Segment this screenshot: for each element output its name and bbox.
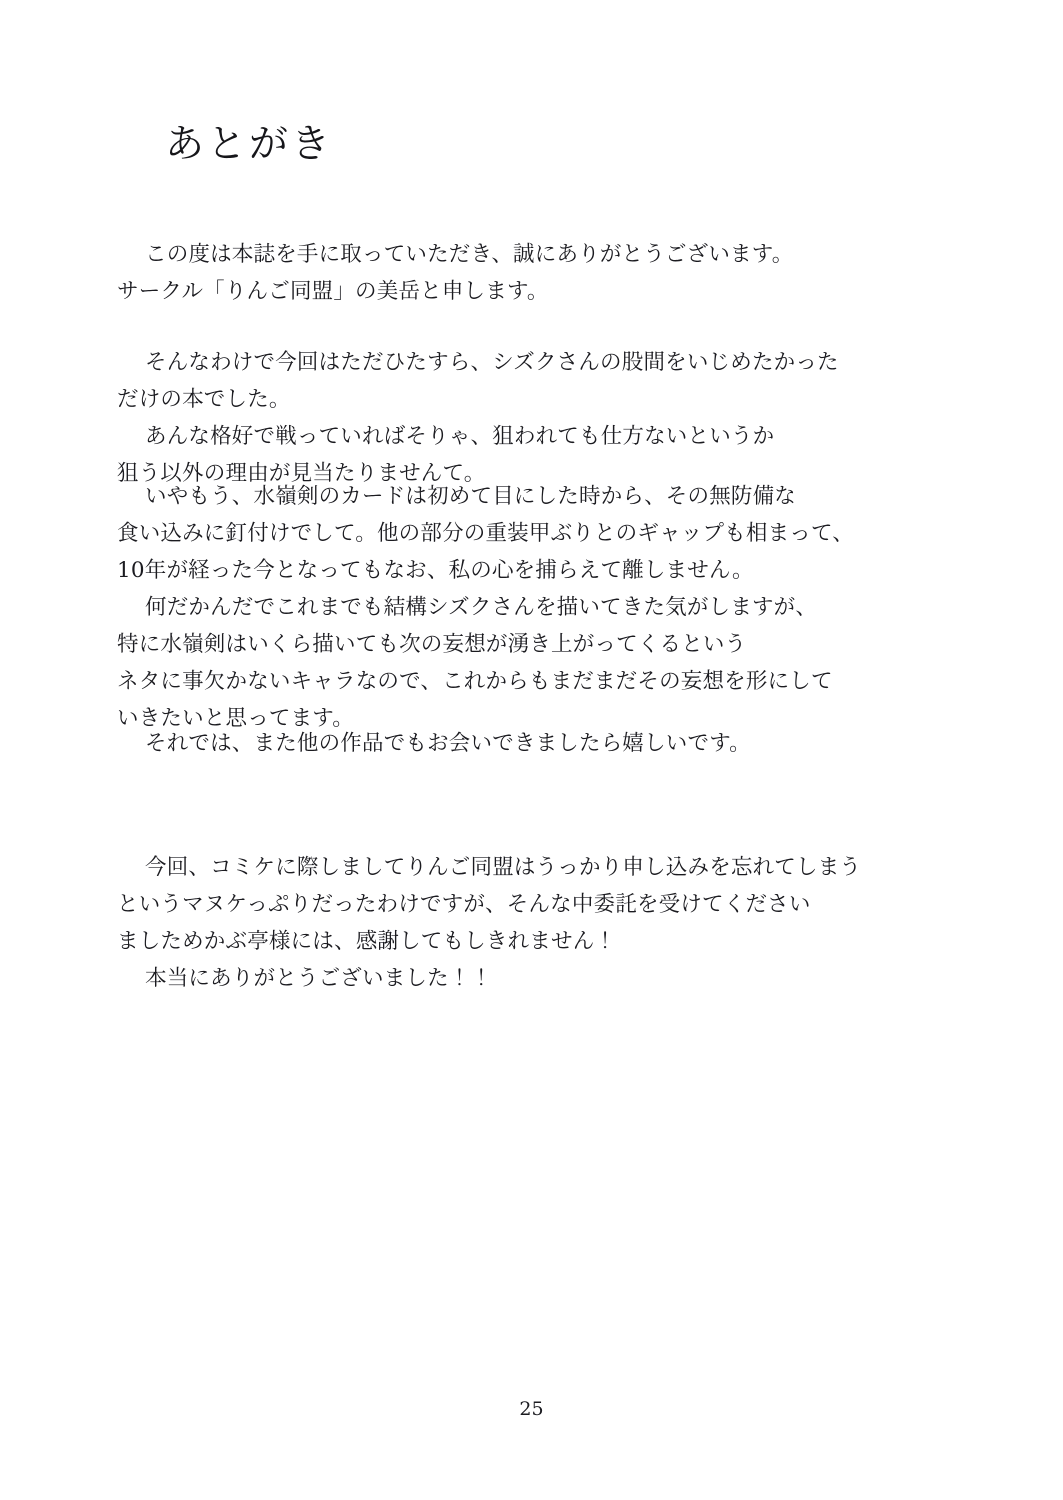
text-line: 10年が経った今となってもなお、私の心を捕らえて離しません。 <box>117 558 754 583</box>
text-line: 食い込みに釘付けでして。他の部分の重装甲ぶりとのギャップも相まって、 <box>117 521 854 546</box>
text-line: 本当にありがとうございました！！ <box>145 966 493 991</box>
text-line: そんなわけで今回はただひたすら、シズクさんの股間をいじめたかった <box>145 350 839 375</box>
text-line: サークル「りんご同盟」の美岳と申します。 <box>117 279 549 304</box>
text-line: いやもう、水嶺剣のカードは初めて目にした時から、その無防備な <box>145 484 797 509</box>
paragraph-greeting <box>117 236 977 310</box>
text-line: いきたいと思ってます。 <box>117 706 354 731</box>
text-line: ネタに事欠かないキャラなので、これからもまだまだその妄想を形にして <box>117 669 833 694</box>
text-line: 特に水嶺剣はいくら描いても次の妄想が湧き上がってくるという <box>117 632 747 657</box>
paragraph-character-thoughts <box>117 589 977 737</box>
text-line: というマヌケっぷりだったわけですが、そんな中委託を受けてください <box>117 892 811 917</box>
text-line: あんな格好で戦っていればそりゃ、狙われても仕方ないというか <box>145 424 775 449</box>
text-line: 何だかんだでこれまでも結構シズクさんを描いてきた気がしますが、 <box>145 595 818 620</box>
text-line: 今回、コミケに際しましてりんご同盟はうっかり申し込みを忘れてしまう <box>145 855 862 880</box>
paragraph-card-impression <box>117 478 977 589</box>
text-line: この度は本誌を手に取っていただき、誠にありがとうございます。 <box>145 242 794 267</box>
paragraph-acknowledgement <box>117 849 977 997</box>
page-title: あとがき <box>165 122 334 167</box>
text-line: それでは、また他の作品でもお会いできましたら嬉しいです。 <box>145 731 751 756</box>
paragraph-closing-line <box>117 725 977 762</box>
paragraph-about-this-book <box>117 344 977 492</box>
text-line: だけの本でした。 <box>117 387 291 412</box>
text-line: ましためかぶ亭様には、感謝してもしきれません！ <box>117 929 617 954</box>
page-number: 25 <box>519 1398 544 1420</box>
text-line: 狙う以外の理由が見当たりませんて。 <box>117 461 486 486</box>
